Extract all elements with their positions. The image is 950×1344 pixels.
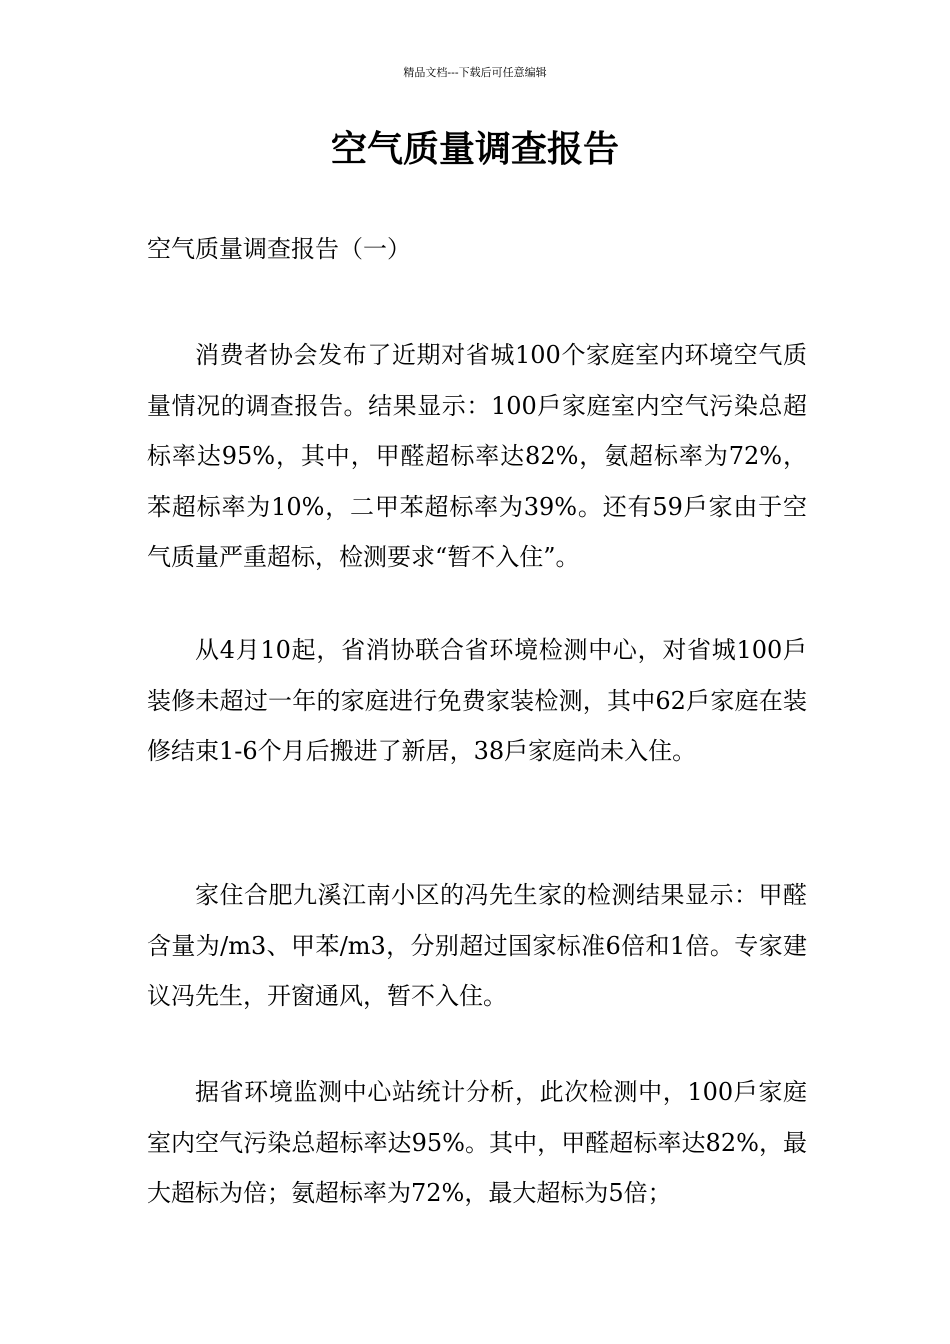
paragraph: 据省环境监测中心站统计分析，此次检测中，100戶家庭室内空气污染总超标率达95%。其中，甲醛超标率达82%，最大超标为倍；氨超标率为72%，最大超标为5倍； bbox=[147, 1078, 807, 1207]
header-note: 精品文档---下载后可任意编辑 bbox=[403, 66, 547, 79]
paragraph: 从4月10起，省消协联合省环境检测中心，对省城100戶装修未超过一年的家庭进行免费家装检测，其中62戶家庭在装修结束1-6个月后搬进了新居，38戶家庭尚未入住。 bbox=[147, 636, 807, 765]
paragraph: 消费者协会发布了近期对省城100个家庭室内环境空气质量情况的调查报告。结果显示：100戶家庭室内空气污染总超标率达95%，其中，甲醛超标率达82%，氨超标率为72%，苯超标率为10%，二甲苯超标率为39%。还有59戶家由于空气质量严重超标，检测要求“暂不入住”。 bbox=[147, 341, 807, 571]
section-subtitle: 空气质量调查报告（一） bbox=[147, 235, 411, 263]
document-title: 空气质量调查报告 bbox=[330, 129, 619, 170]
paragraph: 家住合肥九溪江南小区的冯先生家的检测结果显示：甲醛含量为/m3、甲苯/m3，分别超过国家标准6倍和1倍。专家建议冯先生，开窗通风，暂不入住。 bbox=[147, 881, 807, 1010]
